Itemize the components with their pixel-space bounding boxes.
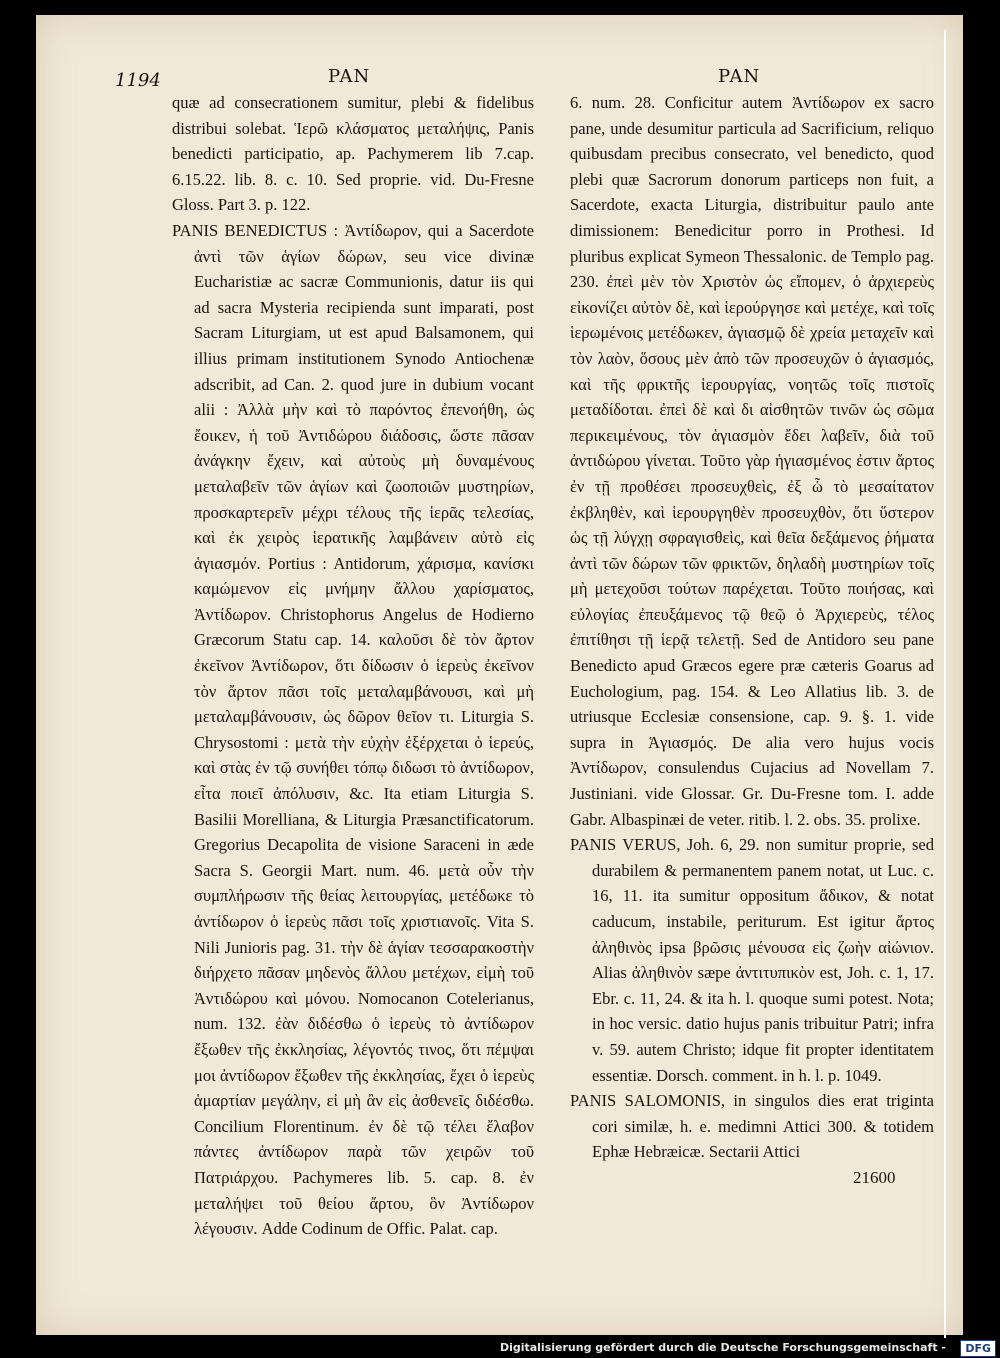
footer-bar: [0, 1338, 1000, 1358]
running-head-left: PAN: [328, 66, 371, 87]
footer-credit: Digitalisierung gefördert durch die Deutsche Forschungsgemeinschaft -: [499, 1341, 946, 1354]
catchword: 21600: [853, 1168, 896, 1187]
entry-continuation: quæ ad consecrationem sumitur, plebi & fidelibus distribui solebat. Ἱερῶ κλάσματος μεταλήψις, Panis benedicti participatio, ap. Pachymerem lib 7.cap. 6.15.22. lib. 8. c. 10. Sed proprie. vid. Du-Fresne Gloss. Part 3. p. 122.: [172, 93, 534, 215]
dictionary-entry: PANIS BENEDICTUS : Ἀντίδωρον, qui a Sacerdote ἀντὶ τῶν ἁγίων δώρων, seu vice divinæ Eucharistiæ ac sacræ Communionis, datur iis qui ad sacra Mysteria recipienda sunt imparati, post Sacram Liturgiam, ut est apud Balsamonem, qui illius primam institutionem Synodo Antiochenæ adscribit, ad Can. 2. quod jure in dubium vocant alii : Ἀλλὰ μὴν καὶ τὸ παρόντος ἐπενοήθη, ὡς ἔοικεν, ἡ τοῦ Ἀντιδώρου διάδοσις, ὥστε πᾶσαν ἀνάγκην ἔχειν, καὶ αὐτοὺς μὴ δυναμένους μεταλαβεῖν τῶν ἁγίων καὶ ζωοποιῶν μυστηρίων, προσκαρτερεῖν μέχρι τέλους τῆς ἱερᾶς τελεσίας, καὶ ἐκ χειρὸς ἱερατικῆς λαμβάνειν αὐτὸ εἰς ἁγιασμόν. Portius : Antidorum, χάρισμα, κανίσκι καμώμενον εἰς μνήμην ἄλλου χαρίσματος, Ἀντίδωρον. Christophorus Angelus de Hodierno Græcorum Statu cap. 14. καλοῦσι δὲ τὸν ἄρτον ἐκεῖνον Ἀντίδωρον, ὅτι δίδωσιν ὁ ἱερεὺς ἐκεῖνον τὸν ἄρτον πᾶσι τοῖς μεταλαμβάνουσι, καὶ μὴ μεταλαμβάνουσιν, ὡς δῶρον θεῖον τι. Liturgia S. Chrysostomi : μετὰ τὴν εὐχὴν ἐξέρχεται ὁ ἱερεύς, καὶ στὰς ἐν τῷ συνήθει τόπῳ διδωσι τὸ ἀντίδωρον, εἶτα ποιεῖ ἀπόλυσιν, &c. Ita etiam Liturgia S. Basilii Morelliana, & Liturgia Præsanctificatorum. Gregorius Decapolita de visione Saraceni in æde Sacra S. Georgii Mart. num. 46. μετὰ οὖν τὴν συμπλήρωσιν τῆς θείας λειτουργίας, μετέδωκε τὸ ἀντίδωρον ὁ ἱερεὺς πᾶσι τοῖς χριστιανοῖς. Vita S. Nili Junioris pag. 31. τὴν δὲ ἁγίαν τεσσαρακοστὴν διήρχετο πᾶσαν μηδενὸς ἄλλου μετέχων, εἰμὴ τοῦ Ἀντιδώρου καὶ μόνου. Nomocanon Cotelerianus, num. 132. ἐὰν διδέσθω ὁ ἱερεὺς τὸ ἀντίδωρον ἔξωθεν τῆς ἐκκλησίας, λέγοντός τινος, ὅτι πέμψαι μοι ἀντίδωρον ἔξωθεν τῆς ἐκκλησίας, ἔχει ὁ ἱερεὺς ἁμαρτίαν μεγάλην, εἰ μὴ ἂν εἰς ἀσθενεῖς διδέσθω. Concilium Florentinum. ἐν δὲ τῷ τέλει ἔλαβον πάντες ἀντίδωρον παρὰ τῶν χειρῶν τοῦ Πατριάρχου. Pachymeres lib. 5. cap. 8. ἐν μεταλήψει τοῦ θείου ἄρτου, ὃν Ἀντίδωρον λέγουσιν. Adde Codinum de Offic. Palat. cap.: [172, 220, 534, 1239]
entry-continuation: 6. num. 28. Conficitur autem Ἀντίδωρον ex sacro pane, unde desumitur particula ad Sacrificium, reliquo quibusdam precibus consecrato, vel benedicto, quod plebi quæ Sacrorum donorum particeps non fuit, a Sacerdote, exacta Liturgia, distribuitur paulo ante dimissionem: Benedicitur porro in Prothesi. Id pluribus explicat Symeon Thessalonic. de Templo pag. 230. ἐπεὶ μὲν τὸν Χριστὸν ὡς εἴπομεν, ὁ ἀρχιερεὺς εἰκονίζει αὐτὸν δὲ, καὶ ἱερούργησε καὶ μετέχε, καὶ τοῖς ἱερωμένοις μετέδωκεν, ἁγιασμῷ δὲ χρεία μεταχεῖν καὶ τὸν λαὸν, ὅσους μὲν ἀπὸ τῶν προσευχῶν ὁ ἁγιασμός, καὶ τῆς φρικτῆς ἱερουργίας, νοητῶς τοῖς πιστοῖς μεταδίδοται. ἐπεὶ δὲ καὶ δι αἰσθητῶν τινῶν ὡς σῶμα περικειμένους, τὸν ἁγιασμὸν ἔδει λαβεῖν, διὰ τοῦ ἀντιδώρου γίνεται. Τοῦτο γὰρ ἡγιασμένος ἐστιν ἄρτος ἐν τῇ προθέσει προσευχθεὶς, ἐξ ὧ τὸ μεσαίτατον ἐκβληθὲν, καὶ ἱερουργηθὲν προσευχθὸν, ὅτι ὕστερον ὡς τῇ λύγχῃ σφραγισθεὶς, καὶ θεῖα δεξάμενος ῥήματα ἀντὶ τῶν δώρων τῶν φρικτῶν, δηλαδὴ μυστηρίων τοῖς μὴ μετεχοῦσι τούτων παρέχεται. Τοῦτο ποιήσας, καὶ εὐλογίας ἐπευξάμενος τῷ θεῷ ὁ Ἀρχιερεὺς, τέλος ἐπιτίθησι τῇ ἱερᾷ τελετῇ. Sed de Antidoro seu pane Benedicto apud Græcos egere præ cæteris Goarus ad Euchologium, pag. 154. & Leo Allatius lib. 3. de utriusque Ecclesiæ consensione, cap. 9. §. 1. vide supra in Ἁγιασμός. De alia vero hujus vocis Ἀντίδωρον, consulendus Cujacius ad Novellam 7. Justiniani. vide Glossar. Gr. Du-Fresne tom. I. adde Gabr. Albaspinæi de veter. ritib. l. 2. obs. 35. prolixe.: [570, 93, 934, 829]
running-head-right: PAN: [718, 66, 761, 87]
right-column: [570, 90, 934, 1165]
dictionary-entry: PANIS VERUS, Joh. 6, 29. non sumitur proprie, sed durabilem & permanentem panem notat, ut Luc. c. 16, 11. ita sumitur oppositum ἄδικον, & notat caducum, instabile, periturum. Est igitur ἄρτος ἀληθινὸς ipsa βρῶσις μένουσα εἰς ζωὴν αἰώνιον. Alias ἀληθινὸν sæpe ἀντιτυπικὸν est, Joh. c. 1, 17. Ebr. c. 11, 24. & ita h. l. quoque sumi potest. Nota; in hoc versic. datio hujus panis tribuitur Patri; infra v. 59. autem Christo; idque fit propter identitatem essentiæ. Dorsch. comment. in h. l. p. 1049.: [570, 835, 934, 1085]
dictionary-entry: PANIS SALOMONIS, in singulos dies erat triginta cori similæ, h. e. medimni Attici 300. & totidem Ephæ Hebræicæ. Sectarii Attici: [570, 1091, 934, 1162]
page-edge-line: [944, 30, 946, 1350]
left-column: [172, 90, 534, 1242]
dfg-logo: DFG: [960, 1340, 996, 1357]
page-number: 1194: [115, 70, 161, 91]
